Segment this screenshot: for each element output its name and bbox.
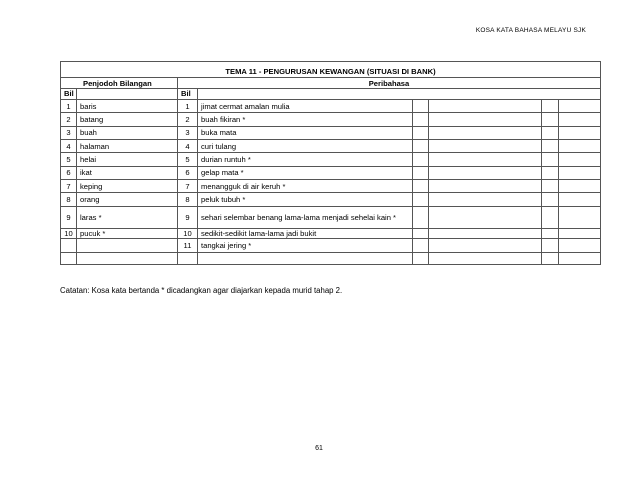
table-row <box>61 239 601 252</box>
penjodoh-word-cell: pucuk * <box>77 229 178 239</box>
peribahasa-text-cell <box>198 252 413 264</box>
table-row <box>61 139 601 152</box>
penjodoh-word-cell: orang <box>77 193 178 206</box>
empty-cell <box>429 113 542 126</box>
column-header-blank <box>77 88 178 99</box>
empty-cell <box>542 99 559 112</box>
empty-cell <box>413 139 429 152</box>
empty-cell <box>559 229 601 239</box>
penjodoh-number-cell <box>61 252 77 264</box>
column-header-bil-left: Bil <box>61 88 77 99</box>
table-row <box>61 179 601 192</box>
penjodoh-word-cell: ikat <box>77 166 178 179</box>
empty-cell <box>429 166 542 179</box>
peribahasa-text-cell: buah fikiran * <box>198 113 413 126</box>
penjodoh-word-cell: batang <box>77 113 178 126</box>
table-row <box>61 166 601 179</box>
empty-cell <box>429 179 542 192</box>
column-header-bil-right: Bil <box>178 88 198 99</box>
empty-cell <box>429 252 542 264</box>
empty-cell <box>413 229 429 239</box>
empty-cell <box>542 153 559 166</box>
penjodoh-number-cell: 1 <box>61 99 77 112</box>
empty-cell <box>542 229 559 239</box>
table-row <box>61 153 601 166</box>
penjodoh-word-cell: halaman <box>77 139 178 152</box>
empty-cell <box>559 179 601 192</box>
peribahasa-number-cell: 3 <box>178 126 198 139</box>
peribahasa-number-cell: 5 <box>178 153 198 166</box>
empty-cell <box>413 99 429 112</box>
table-row <box>61 252 601 264</box>
peribahasa-text-cell: sedikit-sedikit lama-lama jadi bukit <box>198 229 413 239</box>
table-title-row <box>61 62 601 78</box>
page-number: 61 <box>315 445 323 452</box>
penjodoh-number-cell: 4 <box>61 139 77 152</box>
penjodoh-number-cell: 6 <box>61 166 77 179</box>
vocabulary-table <box>60 61 601 265</box>
empty-cell <box>559 153 601 166</box>
note-text: Catatan: Kosa kata bertanda * dicadangkan agar diajarkan kepada murid tahap 2. <box>60 286 343 295</box>
peribahasa-text-cell: jimat cermat amalan mulia <box>198 99 413 112</box>
empty-cell <box>413 153 429 166</box>
empty-cell <box>429 153 542 166</box>
peribahasa-text-cell: sehari selembar benang lama-lama menjadi sehelai kain * <box>198 206 413 229</box>
empty-cell <box>542 206 559 229</box>
empty-cell <box>559 99 601 112</box>
peribahasa-number-cell: 1 <box>178 99 198 112</box>
penjodoh-word-cell <box>77 252 178 264</box>
empty-cell <box>413 206 429 229</box>
penjodoh-number-cell: 5 <box>61 153 77 166</box>
empty-cell <box>542 126 559 139</box>
peribahasa-number-cell: 2 <box>178 113 198 126</box>
empty-cell <box>559 252 601 264</box>
empty-cell <box>429 193 542 206</box>
empty-cell <box>542 139 559 152</box>
peribahasa-number-cell: 6 <box>178 166 198 179</box>
section-header-peribahasa: Peribahasa <box>178 78 601 88</box>
empty-cell <box>542 179 559 192</box>
empty-cell <box>542 193 559 206</box>
column-header-row <box>61 88 601 99</box>
table-title: TEMA 11 - PENGURUSAN KEWANGAN (SITUASI DI BANK) <box>61 62 601 78</box>
empty-cell <box>559 239 601 252</box>
peribahasa-number-cell: 4 <box>178 139 198 152</box>
peribahasa-number-cell: 7 <box>178 179 198 192</box>
section-header-penjodoh: Penjodoh Bilangan <box>61 78 178 88</box>
empty-cell <box>413 113 429 126</box>
empty-cell <box>542 113 559 126</box>
peribahasa-number-cell: 10 <box>178 229 198 239</box>
penjodoh-number-cell: 3 <box>61 126 77 139</box>
penjodoh-number-cell: 9 <box>61 206 77 229</box>
empty-cell <box>542 239 559 252</box>
empty-cell <box>559 193 601 206</box>
empty-cell <box>413 193 429 206</box>
empty-cell <box>559 126 601 139</box>
empty-cell <box>429 229 542 239</box>
table-row <box>61 229 601 239</box>
penjodoh-word-cell: keping <box>77 179 178 192</box>
empty-cell <box>559 206 601 229</box>
peribahasa-text-cell: peluk tubuh * <box>198 193 413 206</box>
empty-cell <box>429 126 542 139</box>
peribahasa-text-cell: menangguk di air keruh * <box>198 179 413 192</box>
penjodoh-word-cell: helai <box>77 153 178 166</box>
table-row <box>61 126 601 139</box>
empty-cell <box>413 252 429 264</box>
peribahasa-text-cell: buka mata <box>198 126 413 139</box>
peribahasa-text-cell: durian runtuh * <box>198 153 413 166</box>
peribahasa-number-cell: 8 <box>178 193 198 206</box>
empty-cell <box>542 166 559 179</box>
peribahasa-number-cell <box>178 252 198 264</box>
page-header: KOSA KATA BAHASA MELAYU SJK <box>475 27 586 34</box>
empty-cell <box>413 126 429 139</box>
empty-cell <box>429 239 542 252</box>
empty-cell <box>413 179 429 192</box>
empty-cell <box>542 252 559 264</box>
empty-cell <box>559 139 601 152</box>
peribahasa-number-cell: 9 <box>178 206 198 229</box>
peribahasa-text-cell: curi tulang <box>198 139 413 152</box>
penjodoh-word-cell: laras * <box>77 206 178 229</box>
penjodoh-number-cell: 2 <box>61 113 77 126</box>
peribahasa-text-cell: gelap mata * <box>198 166 413 179</box>
penjodoh-number-cell <box>61 239 77 252</box>
empty-cell <box>559 113 601 126</box>
table-row <box>61 99 601 112</box>
penjodoh-word-cell <box>77 239 178 252</box>
table-row <box>61 206 601 229</box>
penjodoh-number-cell: 10 <box>61 229 77 239</box>
penjodoh-word-cell: buah <box>77 126 178 139</box>
empty-cell <box>413 166 429 179</box>
penjodoh-number-cell: 8 <box>61 193 77 206</box>
table-row <box>61 193 601 206</box>
empty-cell <box>413 239 429 252</box>
penjodoh-word-cell: baris <box>77 99 178 112</box>
empty-cell <box>429 206 542 229</box>
empty-cell <box>559 166 601 179</box>
column-header-blank <box>198 88 601 99</box>
table-row <box>61 113 601 126</box>
peribahasa-text-cell: tangkai jering * <box>198 239 413 252</box>
penjodoh-number-cell: 7 <box>61 179 77 192</box>
section-header-row <box>61 78 601 88</box>
empty-cell <box>429 139 542 152</box>
empty-cell <box>429 99 542 112</box>
peribahasa-number-cell: 11 <box>178 239 198 252</box>
